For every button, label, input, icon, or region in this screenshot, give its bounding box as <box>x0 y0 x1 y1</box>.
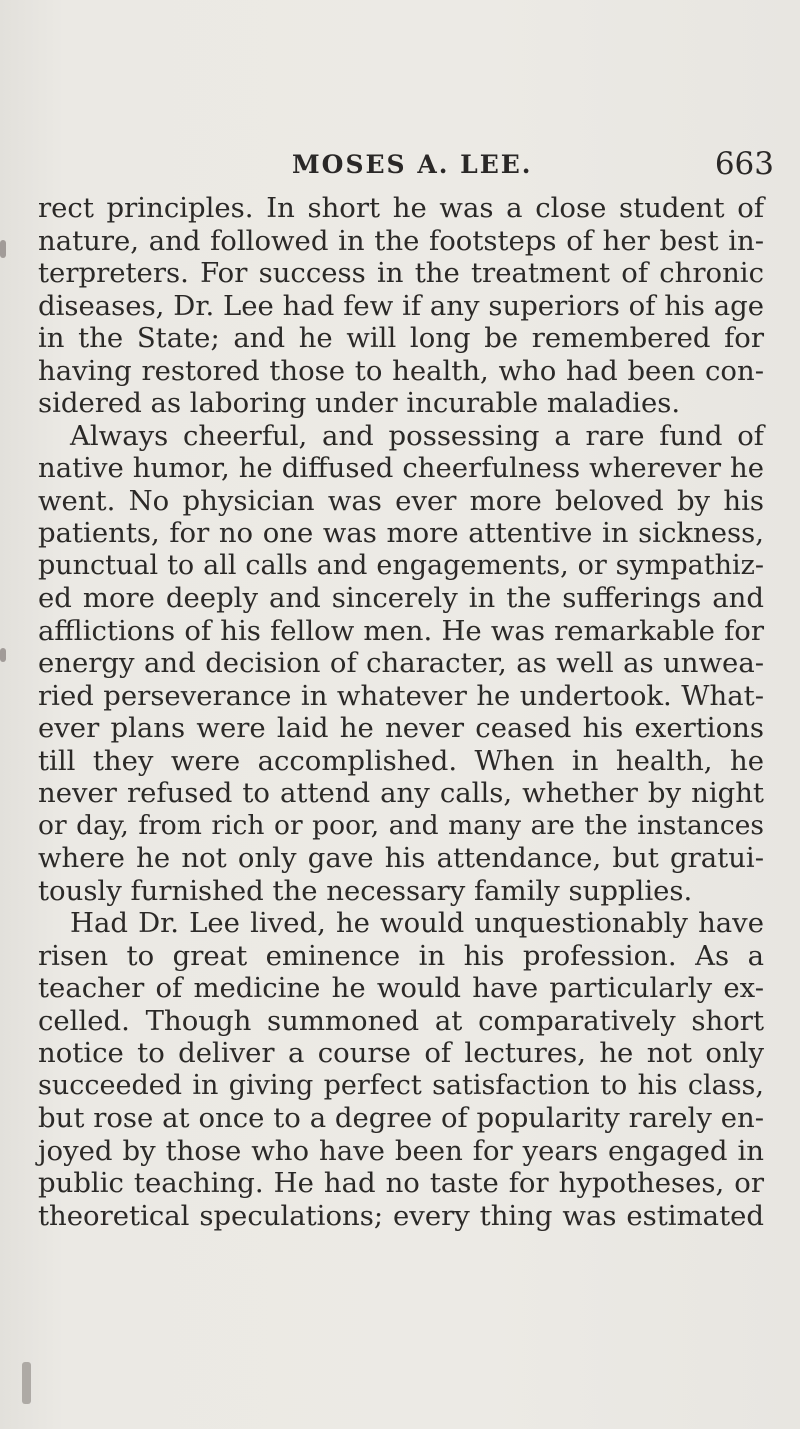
text-line: theoretical speculations; every thing was estimated <box>38 1199 764 1232</box>
text-line: sidered as laboring under incurable maladies. <box>38 387 681 419</box>
text-line: went. No physician was ever more beloved by his <box>38 484 764 517</box>
text-line: risen to great eminence in his profession. As a <box>38 939 764 972</box>
text-line: Always cheerful, and possessing a rare fund of <box>70 419 764 452</box>
text-line: patients, for no one was more attentive in sickness, <box>38 517 764 549</box>
text-line: nature, and followed in the footsteps of her best in- <box>38 224 764 257</box>
text-line: never refused to attend any calls, whether by night <box>38 777 764 809</box>
text-line: native humor, he diffused cheerfulness wherever he <box>38 452 764 484</box>
text-line: till they were accomplished. When in health, he <box>38 744 764 777</box>
text-line: afflictions of his fellow men. He was remarkable for <box>38 614 764 647</box>
margin-mark <box>0 648 6 662</box>
margin-mark <box>22 1362 31 1404</box>
text-line: Had Dr. Lee lived, he would unquestionably have <box>70 907 764 939</box>
text-line: public teaching. He had no taste for hypotheses, or <box>38 1167 764 1199</box>
text-line: joyed by those who have been for years engaged in <box>38 1134 764 1167</box>
text-line: or day, from rich or poor, and many are the instances <box>38 809 764 841</box>
margin-mark <box>0 240 6 258</box>
text-line: tously furnished the necessary family supplies. <box>38 874 693 907</box>
text-line: ever plans were laid he never ceased his exertions <box>38 712 764 744</box>
text-line: energy and decision of character, as well as unwea- <box>38 647 764 679</box>
body-text <box>38 192 764 1232</box>
text-line: celled. Though summoned at comparatively short <box>38 1004 764 1037</box>
text-line: rect principles. In short he was a close student of <box>38 192 764 224</box>
running-header <box>0 146 800 190</box>
text-line: ed more deeply and sincerely in the sufferings and <box>38 582 764 614</box>
text-line: having restored those to health, who had been con- <box>38 354 764 387</box>
text-line: ried perseverance in whatever he undertook. What- <box>38 679 764 712</box>
text-line: diseases, Dr. Lee had few if any superiors of his age <box>38 289 764 322</box>
text-line: succeeded in giving perfect satisfaction to his class, <box>38 1069 764 1101</box>
text-line: in the State; and he will long be remembered for <box>38 322 764 354</box>
text-line: notice to deliver a course of lectures, he not only <box>38 1037 764 1069</box>
text-line: where he not only gave his attendance, but gratui- <box>38 842 764 874</box>
running-title: MOSES A. LEE. <box>292 150 533 179</box>
text-line: teacher of medicine he would have particularly ex- <box>38 972 764 1004</box>
text-line: punctual to all calls and engagements, or sympathiz- <box>38 549 764 581</box>
page-number: 663 <box>714 146 774 182</box>
text-line: terpreters. For success in the treatment of chronic <box>38 257 764 289</box>
text-line: but rose at once to a degree of popularity rarely en- <box>38 1102 764 1134</box>
